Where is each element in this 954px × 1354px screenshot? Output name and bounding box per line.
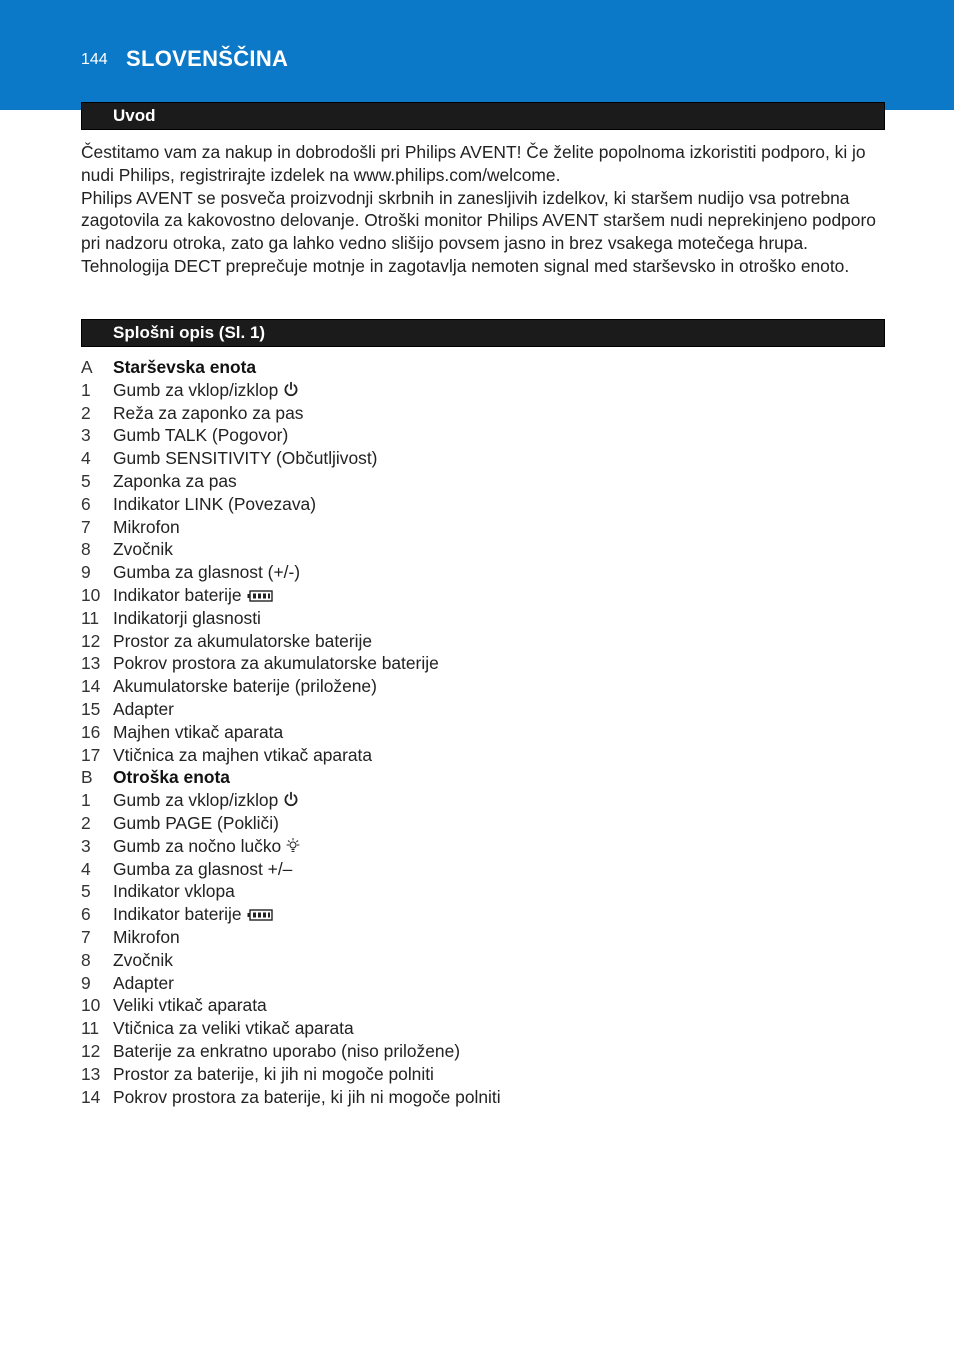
item-number: 1 — [81, 379, 91, 400]
language-title: SLOVENŠČINA — [126, 46, 289, 71]
intro-paragraph: Philips AVENT se posveča proizvodnji skrbnih in zanesljivih izdelkov, ki staršem nudijo vsa potrebna zagotovila za kakovostno delovanje. Otroški monitor Philips AVENT staršem nudi neprekinjeno podporo pri nadzoru otroka, zato ga lahko vedno slišijo povsem jasno in brez vsakega motečega hrupa. Tehnologija DECT preprečuje motnje in zagotavlja nemoten signal med starševsko in otroško enoto. — [81, 187, 876, 276]
item-number: 13 — [81, 1063, 101, 1084]
item-number: 9 — [81, 562, 91, 583]
item-label — [113, 858, 292, 881]
item-label — [113, 516, 180, 539]
list-item — [81, 926, 881, 949]
item-text: Gumb PAGE (Pokliči) — [113, 812, 279, 833]
battery-icon — [247, 585, 273, 608]
item-number: 3 — [81, 835, 91, 856]
item-label — [113, 1063, 434, 1086]
list-item — [81, 424, 881, 447]
item-text: Baterije za enkratno uporabo (niso priložene) — [113, 1040, 461, 1061]
list-item — [81, 949, 881, 972]
item-number: 14 — [81, 1086, 101, 1107]
item-text: Prostor za baterije, ki jih ni mogoče polniti — [113, 1063, 434, 1084]
list-item — [81, 789, 881, 812]
item-text: Indikatorji glasnosti — [113, 607, 261, 628]
item-number: 5 — [81, 881, 91, 902]
item-text: Gumba za glasnost +/– — [113, 858, 293, 879]
list-item — [81, 835, 881, 858]
list-item — [81, 721, 881, 744]
list-item — [81, 1017, 881, 1040]
item-label — [113, 652, 439, 675]
item-text: Gumb TALK (Pogovor) — [113, 425, 289, 446]
unit-heading — [81, 766, 881, 789]
parts-list — [81, 356, 881, 1108]
list-item — [81, 994, 881, 1017]
item-text: Zvočnik — [113, 949, 173, 970]
item-label — [113, 447, 377, 470]
list-item — [81, 561, 881, 584]
item-text: Gumb za vklop/izklop — [113, 790, 279, 811]
item-label — [113, 835, 300, 859]
item-label — [113, 972, 174, 995]
item-number: 8 — [81, 949, 91, 970]
power-icon — [283, 790, 299, 813]
item-text: Vtičnica za veliki vtikač aparata — [113, 1018, 354, 1039]
item-label — [113, 630, 372, 653]
item-text: Gumba za glasnost (+/-) — [113, 562, 301, 583]
item-number: 6 — [81, 493, 91, 514]
list-item — [81, 607, 881, 630]
item-text: Mikrofon — [113, 516, 180, 537]
item-text: Starševska enota — [113, 357, 257, 377]
item-text: Gumb za vklop/izklop — [113, 379, 279, 400]
list-item — [81, 744, 881, 767]
item-number: 5 — [81, 470, 91, 491]
list-item — [81, 630, 881, 653]
unit-title — [113, 766, 230, 789]
list-item — [81, 584, 881, 607]
item-text: Mikrofon — [113, 926, 180, 947]
item-number: 14 — [81, 676, 101, 697]
list-item — [81, 903, 881, 926]
unit-heading — [81, 356, 881, 379]
section-heading-intro-label: Uvod — [113, 106, 156, 125]
list-item — [81, 1040, 881, 1063]
item-text: Veliki vtikač aparata — [113, 995, 267, 1016]
list-item — [81, 538, 881, 561]
list-item — [81, 470, 881, 493]
list-item — [81, 698, 881, 721]
item-text: Akumulatorske baterije (priložene) — [113, 676, 377, 697]
item-number: 16 — [81, 721, 101, 742]
item-label — [113, 561, 300, 584]
item-text: Gumb SENSITIVITY (Občutljivost) — [113, 448, 378, 469]
item-text: Pokrov prostora za akumulatorske baterije — [113, 653, 439, 674]
item-label — [113, 424, 288, 447]
item-label — [113, 698, 174, 721]
item-number: 7 — [81, 926, 91, 947]
item-number: 12 — [81, 1040, 101, 1061]
intro-text — [81, 141, 891, 278]
item-text: Pokrov prostora za baterije, ki jih ni mogoče polniti — [113, 1086, 501, 1107]
item-number: 17 — [81, 744, 101, 765]
list-item — [81, 1086, 881, 1109]
item-number: 8 — [81, 539, 91, 560]
list-item — [81, 675, 881, 698]
night-light-icon — [286, 836, 300, 859]
section-heading-intro — [81, 102, 885, 130]
item-number: 9 — [81, 972, 91, 993]
item-label — [113, 470, 237, 493]
item-number: 10 — [81, 995, 101, 1016]
list-item — [81, 516, 881, 539]
item-number: 13 — [81, 653, 101, 674]
battery-icon — [247, 904, 273, 927]
power-icon — [283, 380, 299, 403]
item-label — [113, 379, 299, 403]
item-text: Otroška enota — [113, 767, 230, 788]
item-text: Reža za zaponko za pas — [113, 402, 304, 423]
list-item — [81, 972, 881, 995]
item-number: 12 — [81, 630, 101, 651]
list-item — [81, 493, 881, 516]
unit-title — [113, 356, 256, 379]
page-number: 144 — [81, 51, 108, 68]
item-number: 2 — [81, 402, 91, 423]
item-label — [113, 1017, 354, 1040]
list-item — [81, 880, 881, 903]
item-label — [113, 1086, 501, 1109]
item-text: Zaponka za pas — [113, 470, 237, 491]
header-band — [0, 0, 954, 110]
list-item — [81, 447, 881, 470]
item-label — [113, 607, 261, 630]
item-number: 15 — [81, 698, 101, 719]
item-label — [113, 493, 316, 516]
item-number: 2 — [81, 812, 91, 833]
list-item — [81, 1063, 881, 1086]
item-label — [113, 744, 372, 767]
item-label — [113, 675, 377, 698]
list-item — [81, 402, 881, 425]
item-label — [113, 926, 180, 949]
item-text: Indikator LINK (Povezava) — [113, 493, 316, 514]
item-number: 11 — [81, 607, 100, 628]
item-text: Gumb za nočno lučko — [113, 835, 282, 856]
item-text: Indikator vklopa — [113, 881, 235, 902]
item-label — [113, 538, 173, 561]
item-label — [113, 789, 299, 813]
item-number: 4 — [81, 858, 91, 879]
item-text: Zvočnik — [113, 539, 173, 560]
intro-paragraph: Čestitamo vam za nakup in dobrodošli pri Philips AVENT! Če želite popolnoma izkoristiti podporo, ki jo nudi Philips, registrirajte izdelek na www.philips.com/welcome. — [81, 142, 866, 185]
item-number: 7 — [81, 516, 91, 537]
item-number: 4 — [81, 448, 91, 469]
item-text: Adapter — [113, 698, 174, 719]
item-text: Adapter — [113, 972, 174, 993]
item-label — [113, 994, 267, 1017]
item-number: 10 — [81, 584, 101, 605]
section-heading-description — [81, 319, 885, 347]
item-number: 3 — [81, 425, 91, 446]
item-number: 1 — [81, 790, 91, 811]
list-item — [81, 379, 881, 402]
list-item — [81, 652, 881, 675]
item-label — [113, 812, 279, 835]
item-number: 6 — [81, 904, 91, 925]
unit-letter: A — [81, 357, 93, 377]
item-text: Majhen vtikač aparata — [113, 721, 284, 742]
item-number: 11 — [81, 1018, 100, 1039]
item-label — [113, 402, 303, 425]
item-label — [113, 584, 273, 608]
list-item — [81, 812, 881, 835]
unit-letter: B — [81, 767, 93, 788]
item-text: Prostor za akumulatorske baterije — [113, 630, 373, 651]
item-text: Indikator baterije — [113, 904, 242, 925]
item-label — [113, 880, 235, 903]
item-label — [113, 903, 273, 927]
section-heading-description-label: Splošni opis (Sl. 1) — [113, 323, 266, 342]
item-label — [113, 1040, 460, 1063]
list-item — [81, 858, 881, 881]
item-label — [113, 721, 283, 744]
item-text: Indikator baterije — [113, 584, 242, 605]
item-text: Vtičnica za majhen vtikač aparata — [113, 744, 373, 765]
item-label — [113, 949, 173, 972]
